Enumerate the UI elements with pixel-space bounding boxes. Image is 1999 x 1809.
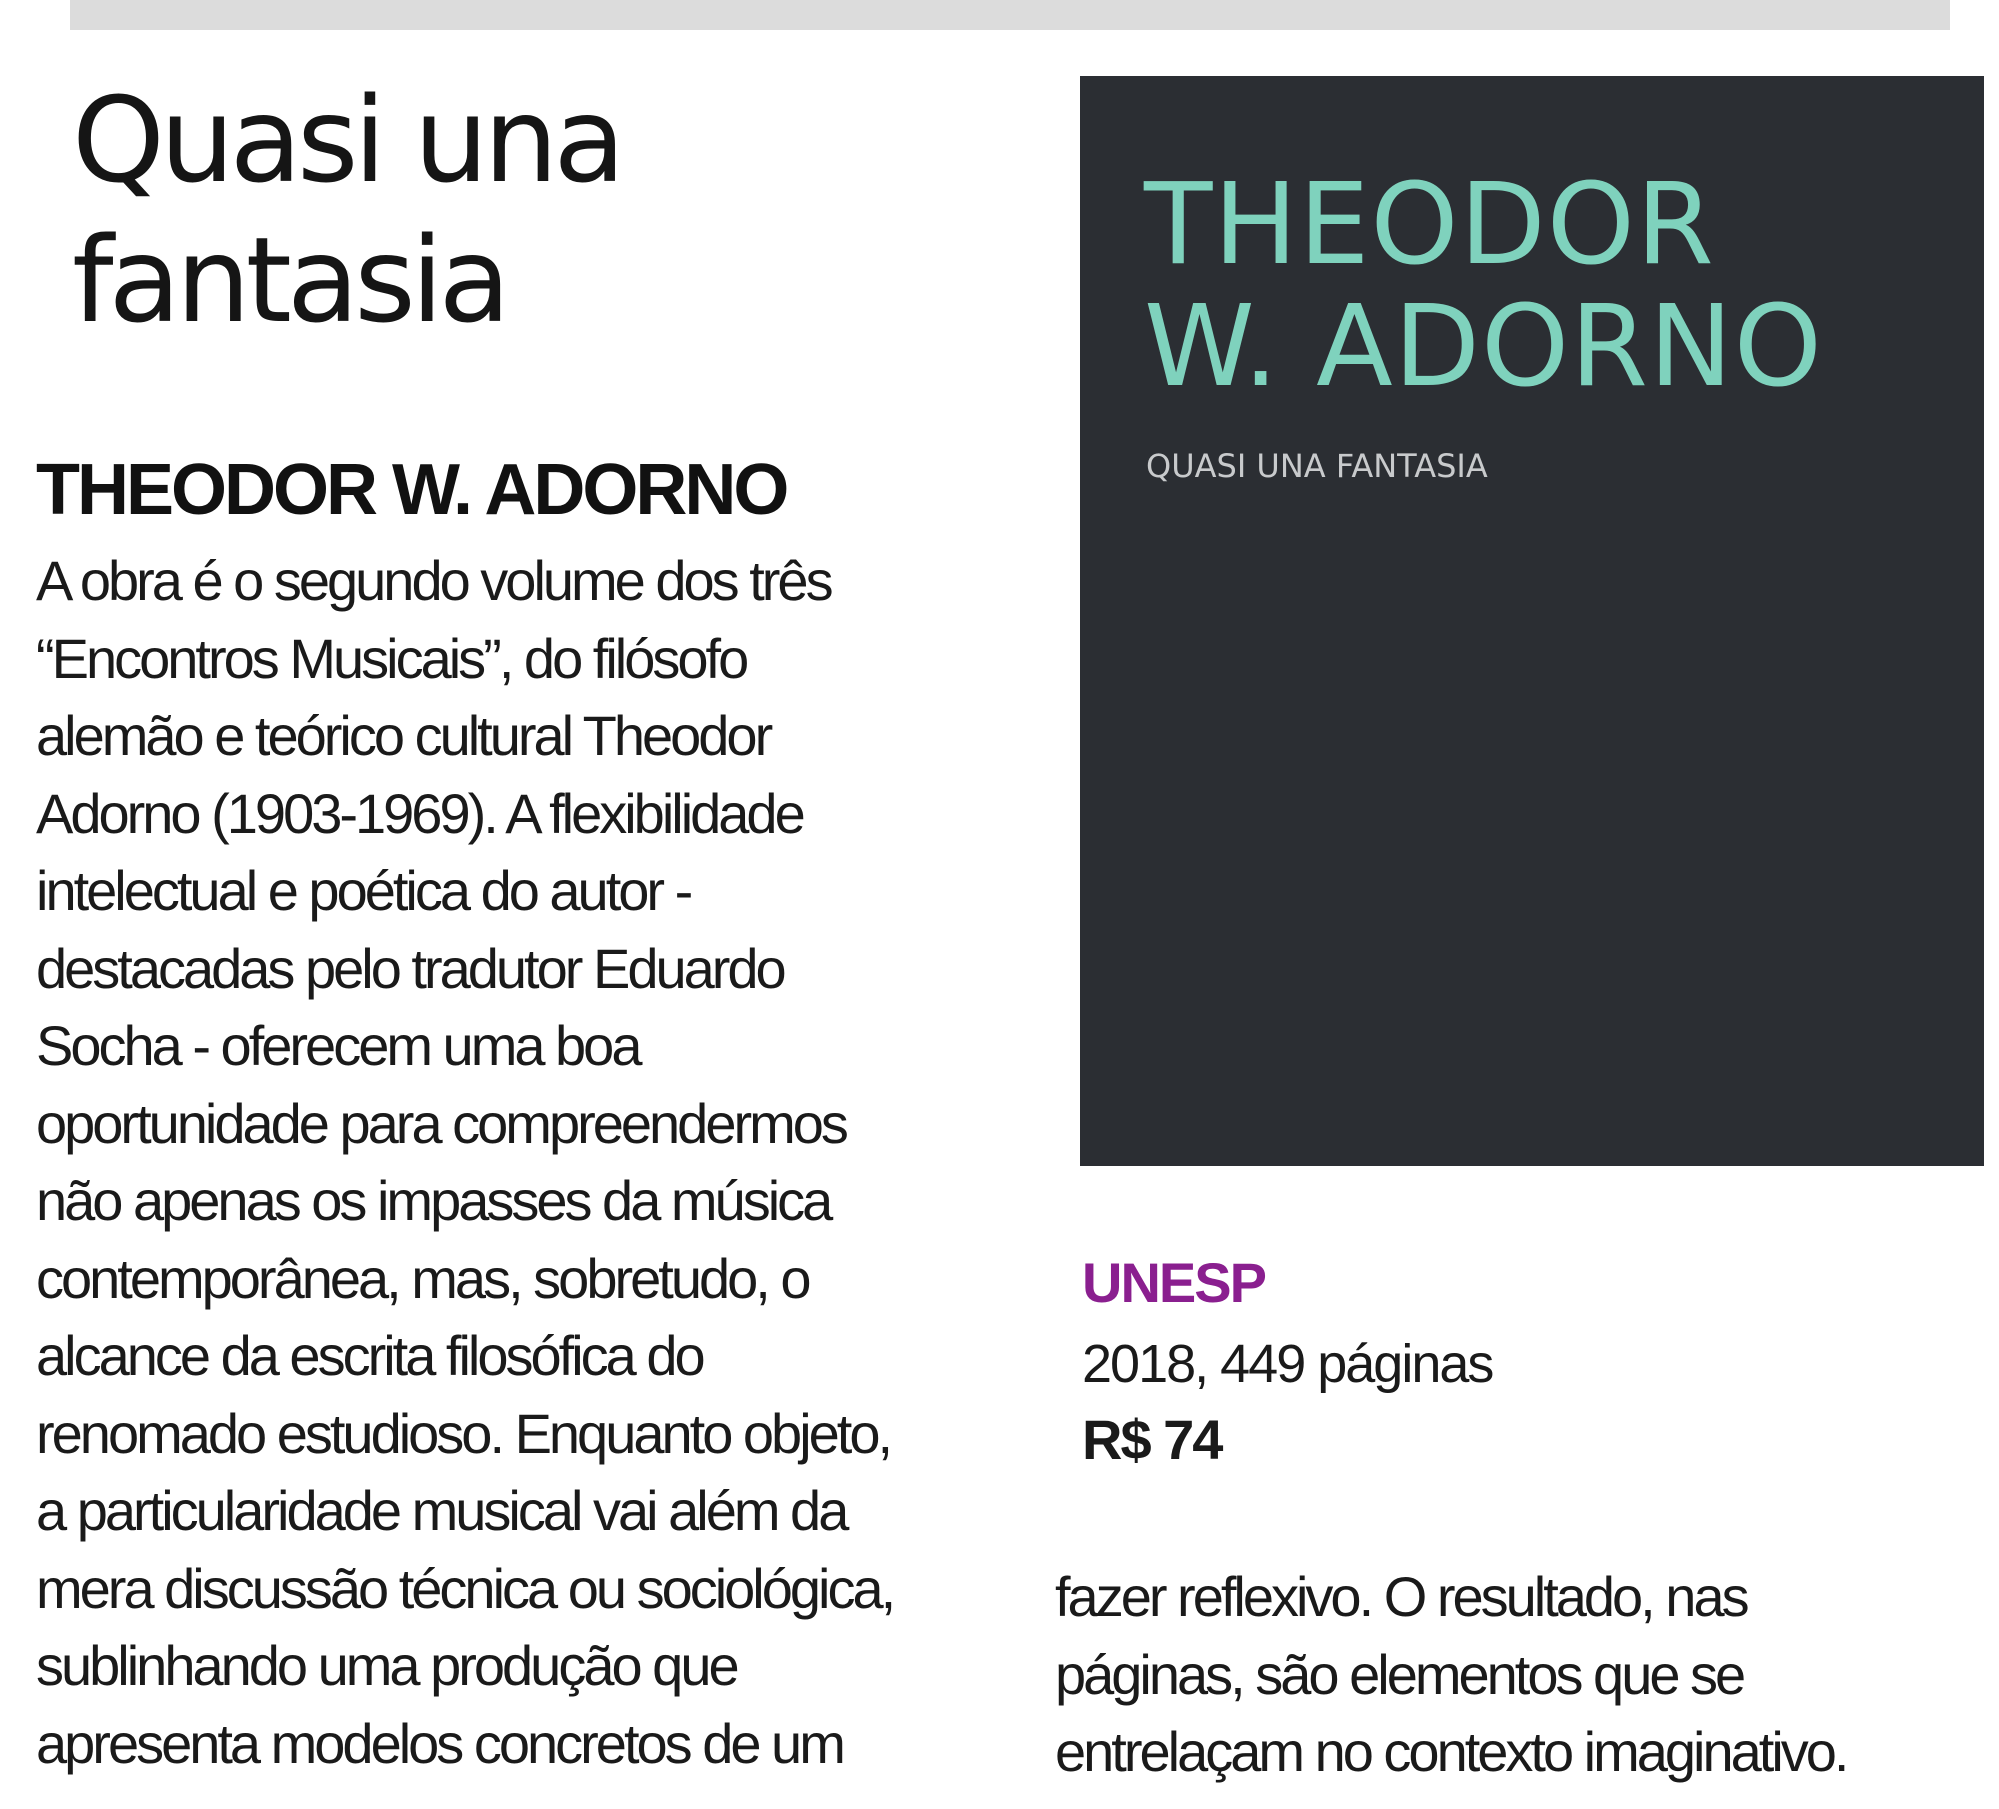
- cover-author: [1144, 160, 1823, 412]
- top-divider-bar: [70, 0, 1950, 30]
- cover-title: QUASI UNA FANTASIA: [1146, 447, 1488, 485]
- body-line: entrelaçam no contexto imaginativo.: [1055, 1720, 1847, 1783]
- body-line: mera discussão técnica ou sociológica,: [36, 1556, 894, 1620]
- article-body-left-column: [36, 542, 1036, 1782]
- body-line: não apenas os impasses da música: [36, 1169, 831, 1232]
- body-line: contemporânea, mas, sobretudo, o: [36, 1246, 809, 1310]
- book-cover-image: [1080, 76, 1984, 1166]
- body-line: sublinhando uma produção que: [36, 1634, 737, 1697]
- body-line: fazer reflexivo. O resultado, nas: [1055, 1565, 1747, 1628]
- article-title: Quasi una fantasia: [72, 71, 621, 349]
- body-line: renomado estudioso. Enquanto objeto,: [36, 1401, 891, 1465]
- body-line: destacadas pelo tradutor Eduardo: [36, 936, 784, 1000]
- publisher-name: UNESP: [1082, 1251, 1265, 1314]
- book-details: 2018, 449 páginas: [1082, 1334, 1493, 1394]
- body-line: oportunidade para compreendermos: [36, 1091, 846, 1155]
- article-body-right-column: [1055, 1558, 1995, 1791]
- body-line: a particularidade musical vai além da: [36, 1479, 847, 1542]
- body-line: “Encontros Musicais”, do filósofo: [36, 626, 747, 690]
- body-line: alemão e teórico cultural Theodor: [36, 704, 771, 767]
- article-author: THEODOR W. ADORNO: [36, 450, 787, 530]
- book-price: R$ 74: [1082, 1408, 1222, 1471]
- body-line: Socha - oferecem uma boa: [36, 1014, 640, 1077]
- body-line: apresenta modelos concretos de um: [36, 1711, 843, 1775]
- body-line: Adorno (1903-1969). A flexibilidade: [36, 781, 803, 845]
- cover-author-line: W. ADORNO: [1144, 282, 1823, 412]
- body-line: intelectual e poética do autor -: [36, 859, 691, 922]
- cover-author-line: THEODOR: [1144, 160, 1715, 290]
- body-line: A obra é o segundo volume dos três: [36, 549, 831, 612]
- body-line: alcance da escrita filosófica do: [36, 1324, 703, 1387]
- body-line: páginas, são elementos que se: [1055, 1642, 1744, 1706]
